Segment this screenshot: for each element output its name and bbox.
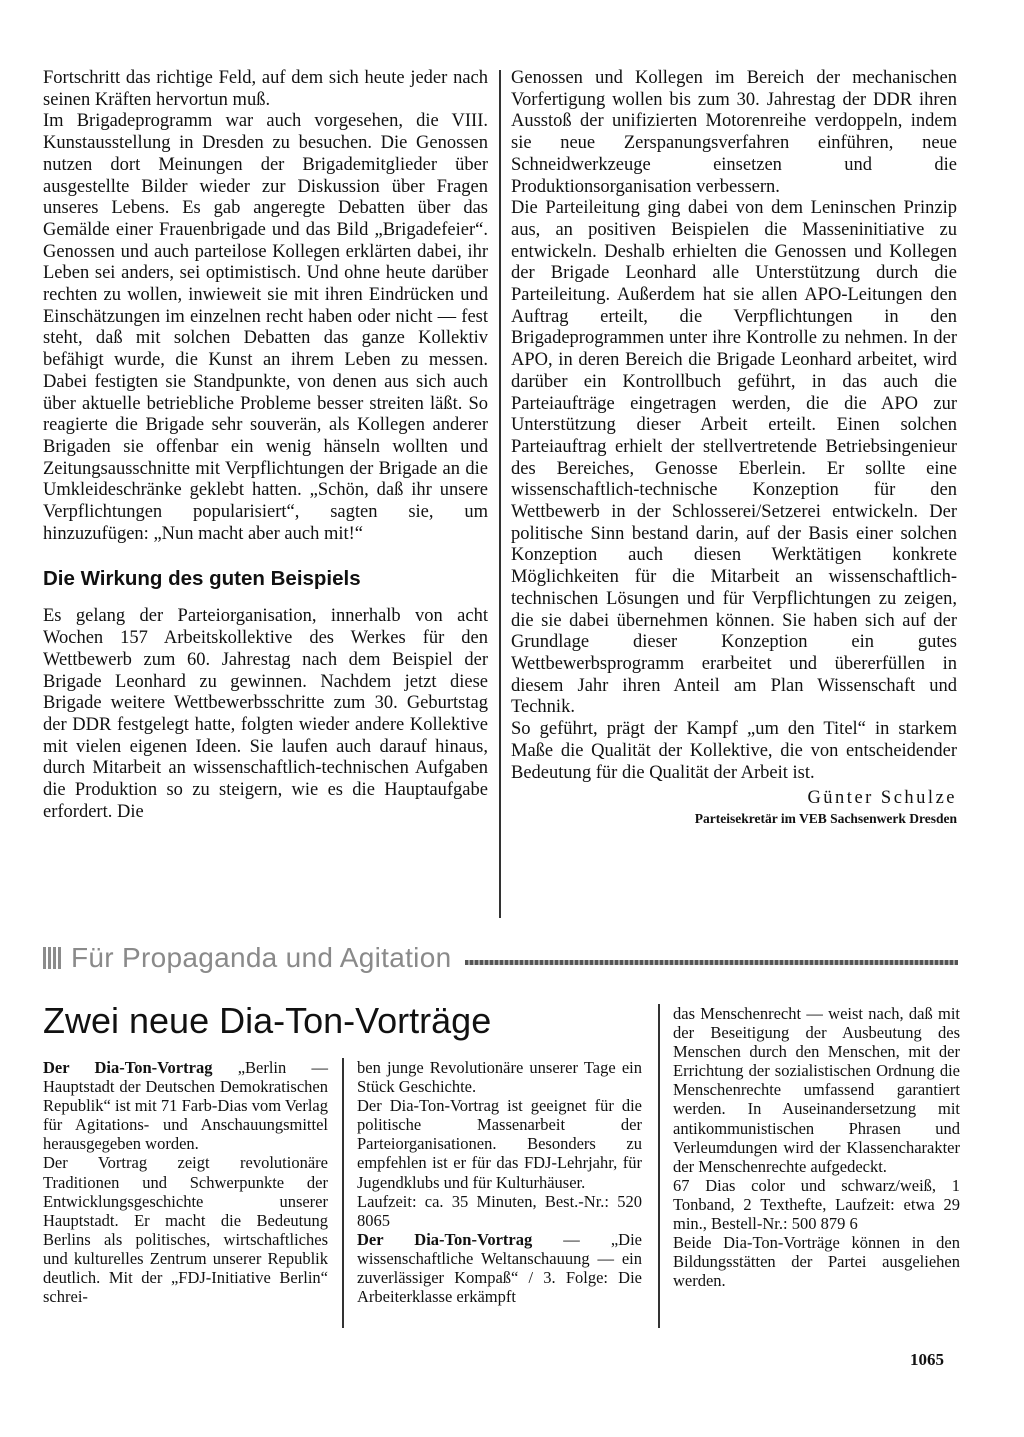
author-name: Günter Schulze — [807, 788, 957, 809]
paragraph: Der Dia-Ton-Vortrag ist geeignet für die politische Massenarbeit der Parteiorganisationen. Besonders zu empfehlen ist er für das FDJ-Lehrjahr, für Jugendklubs und für Kulturhäuser. — [357, 1096, 642, 1192]
paragraph — [43, 1058, 328, 1153]
paragraph: Der Vortrag zeigt revolutionäre Traditionen und Schwerpunkte der Entwicklungsgeschichte unserer Hauptstadt. Er macht die Bedeutung Berlins als politisches, wirtschaftliches und kulturelles Zentrum unserer Republik deutlich. Mit der „FDJ-Initiative Berlin“ schrei- — [43, 1153, 328, 1307]
column-divider — [658, 1004, 660, 1328]
lead-in: Der Dia-Ton-Vortrag — [357, 1229, 533, 1249]
article-column-3 — [673, 1004, 960, 1290]
top-left-column — [43, 68, 488, 824]
paragraph-text: „Berlin — Hauptstadt der Deutschen Demokratischen Republik“ ist mit 71 Farb-Dias vom Verlag für Agitations- und Anschauungsmittel herausgegeben worden. — [43, 1058, 328, 1154]
article-column-2 — [357, 1058, 642, 1306]
column-divider — [342, 1058, 344, 1328]
banner-rule — [465, 960, 958, 965]
paragraph: ben junge Revolutionäre unserer Tage ein Stück Geschichte. — [357, 1058, 642, 1097]
article-column-1 — [43, 1058, 328, 1306]
paragraph: Beide Dia-Ton-Vorträge können in den Bildungsstätten der Partei ausgeliehen werden. — [673, 1233, 960, 1291]
paragraph: Laufzeit: ca. 35 Minuten, Best.-Nr.: 520 8065 — [357, 1191, 642, 1230]
newspaper-icon — [43, 947, 63, 969]
paragraph: das Menschenrecht — weist nach, daß mit der Beseitigung der Ausbeutung des Menschen durch den Menschen, mit der Errichtung der sozialistischen Ordnung die Menschenrechte umfassend garantiert werden. In Auseinandersetzung mit antikommunistischen Phrasen und Verleumdungen wird der Klassencharakter der Menschenrechte aufgedeckt. — [673, 1004, 960, 1176]
section-heading: Die Wirkung des guten Beispiels — [43, 567, 361, 591]
section-banner-title: Für Propaganda und Agitation — [71, 942, 452, 973]
page-number: 1065 — [910, 1350, 944, 1369]
paragraph: Fortschritt das richtige Feld, auf dem sich heute jeder nach seinen Kräften hervortun muß. — [43, 68, 488, 110]
column-divider — [499, 70, 501, 918]
author-role: Parteisekretär im VEB Sachsenwerk Dresden — [694, 810, 957, 826]
paragraph: Genossen und Kollegen im Bereich der mechanischen Vorfertigung wollen bis zum 30. Jahrestag der DDR ihren Ausstoß der unifizierten Motorenreihe verdoppeln, indem sie neue Zerspanungsverfahren einführen, neue Schneidwerkzeuge einsetzen und die Produktionsorganisation verbessern. — [511, 68, 957, 197]
paragraph: Die Parteileitung ging dabei von dem Leninschen Prinzip aus, an positiven Beispielen die Masseninitiative zu entwickeln. Deshalb erhielten die Genossen und Kollegen der Brigade Leonhard alle Unterstützung durch die Parteileitung. Außerdem hat sie allen APO-Leitungen den Auftrag erteilt, die Verpflichtungen in den Brigadeprogrammen unter ihre Kontrolle zu nehmen. In der APO, in deren Bereich die Brigade Leonhard arbeitet, wird darüber ein Kontrollbuch geführt, in das auch die Parteiaufträge eingetragen werden, die die APO zur Unterstützung dieser Arbeit erteilt. Einen solchen Parteiauftrag erhielt der stellvertretende Betriebsingenieur des Bereiches, Genosse Eberlein. Er sollte eine wissenschaftlich-technische Konzeption für den Wettbewerb in der Schlosserei/Setzerei entwickeln. Der politische Sinn bestand darin, auf der Basis einer solchen Konzeption auch diesen Werktätigen konkrete Möglichkeiten für die Mitarbeit an wissenschaftlich-technischen Lösungen und für Verpflichtungen zu zeigen, die sie dabei übernehmen können. Sie haben sich auf der Grundlage dieser Konzeption ein gutes Wettbewerbsprogramm erarbeitet und übererfüllen in diesem Jahr ihren Anteil am Plan Wissenschaft und Technik. — [511, 198, 957, 718]
paragraph-text: — „Die wissenschaftliche Weltanschauung — ein zuverlässiger Kompaß“ / 3. Folge: Die Arbeiterklasse erkämpft — [357, 1229, 642, 1307]
lead-in: Der Dia-Ton-Vortrag — [43, 1058, 213, 1077]
paragraph: So geführt, prägt der Kampf „um den Titel“ in starkem Maße die Qualität der Kollektive, die von entscheidender Bedeutung für die Qualität der Arbeit ist. — [511, 719, 957, 783]
paragraph: 67 Dias color und schwarz/weiß, 1 Tonband, 2 Texthefte, Laufzeit: etwa 29 min., Bestell-Nr.: 500 879 6 — [673, 1175, 960, 1234]
paragraph: Es gelang der Parteiorganisation, innerhalb von acht Wochen 157 Arbeitskollektive des Werkes für den Wettbewerb zum 60. Jahrestag nach dem Beispiel der Brigade Leonhard zu gewinnen. Nachdem jetzt diese Brigade weitere Wettbewerbsschritte zum 30. Geburtstag der DDR festgelegt hatte, folgten wieder andere Kollektive mit vielen eigenen Ideen. Sie laufen auch darauf hinaus, durch Mitarbeit an wissenschaftlich-technischen Aufgaben die Produktion so zu steigern, wie es die Hauptaufgabe erfordert. Die — [43, 606, 488, 822]
article-title: Zwei neue Dia-Ton-Vorträge — [43, 1000, 492, 1041]
paragraph: Im Brigadeprogramm war auch vorgesehen, die VIII. Kunstausstellung in Dresden zu besuchen. Die Genossen nutzen dort Meinungen der Brigademitglieder über ausgestellte Bilder wieder zur Diskussion über Fragen unseres Lebens. Es gab angeregte Debatten über das Gemälde einer Frauenbrigade und das Bild „Brigadefeier“. Genossen und auch parteilose Kollegen erklärten dabei, ihr Leben sei anders, sei optimistisch. Und ohne heute darüber rechten zu wollen, inwieweit sie mit ihren Eindrücken und Einschätzungen im einzelnen recht haben oder nicht — fest steht, daß mit solchen Debatten das ganze Kollektiv befähigt wurde, die Kunst an ihrem Leben zu messen. Dabei festigten sie Standpunkte, von denen aus sich auch über aktuelle betriebliche Probleme besser streiten läßt. So reagierte die Brigade sehr souverän, als Kollegen anderer Brigaden sie offenbar ein wenig hänseln wollten und Zeitungsausschnitte mit Verpflichtungen der Brigade an die Umkleideschränke geklebt hatten. „Schön, daß ihr unsere Verpflichtungen popularisiert“, sagten sie, um hinzuzufügen: „Nun macht aber auch mit!“ — [43, 111, 488, 544]
section-banner — [43, 940, 958, 976]
paragraph — [357, 1230, 642, 1306]
top-right-column — [511, 68, 957, 827]
